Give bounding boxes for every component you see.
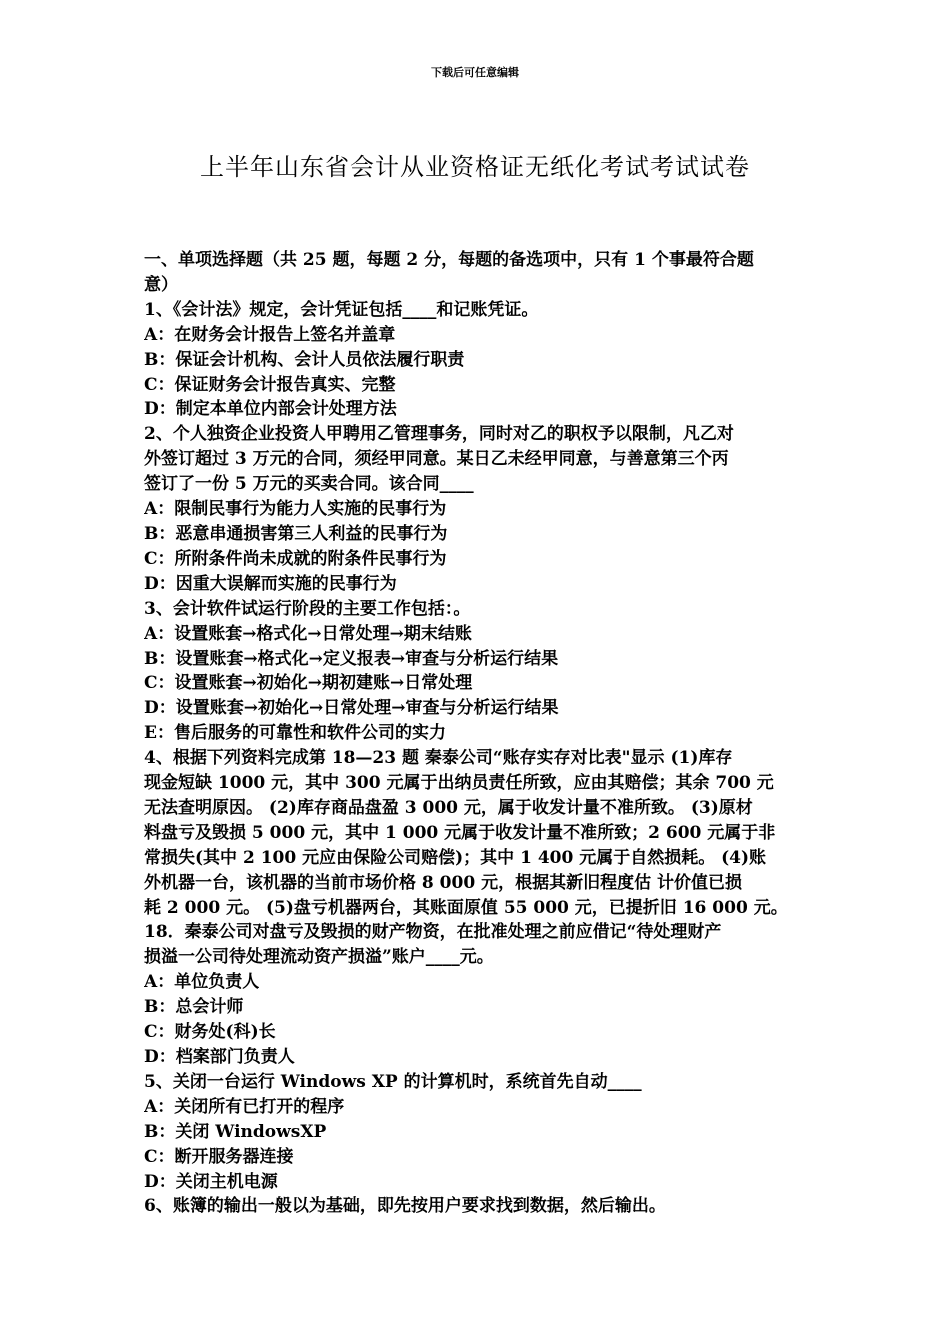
body-line: 5、关闭一台运行 Windows XP 的计算机时，系统首先自动____ <box>144 1071 642 1092</box>
body-line: 2、个人独资企业投资人甲聘用乙管理事务，同时对乙的职权予以限制，凡乙对 <box>144 424 734 445</box>
body-line: 外签订超过 3 万元的合同，须经甲同意。某日乙未经甲同意，与善意第三个丙 <box>144 449 729 470</box>
body-line: D：设置账套→初始化→日常处理→审查与分析运行结果 <box>144 698 559 719</box>
body-line: 4、根据下列资料完成第 18—23 题 秦泰公司“账存实存对比表"显示 (1)库存 <box>144 748 733 769</box>
body-line: 常损失(其中 2 100 元应由保险公司赔偿)；其中 1 400 元属于自然损耗。 (4)账 <box>144 847 767 868</box>
page-header-note: 下载后可任意编辑 <box>431 66 519 79</box>
body-line: 3、会计软件试运行阶段的主要工作包括：。 <box>144 598 471 619</box>
document-title: 上半年山东省会计从业资格证无纸化考试考试试卷 <box>200 153 750 181</box>
body-line: C：断开服务器连接 <box>144 1146 294 1167</box>
body-line: 耗 2 000 元。 (5)盘亏机器两台，其账面原值 55 000 元，已提折旧 16 000 元。 <box>144 897 788 918</box>
document-body <box>144 248 808 1219</box>
body-line: B：恶意串通损害第三人利益的民事行为 <box>144 523 448 544</box>
body-line: D：制定本单位内部会计处理方法 <box>144 399 397 420</box>
body-line: 一、单项选择题（共 25 题，每题 2 分，每题的备选项中，只有 1 个事最符合题 <box>144 250 754 270</box>
body-line: 料盘亏及毁损 5 000 元，其中 1 000 元属于收发计量不准所致；2 600 元属于非 <box>144 822 776 843</box>
body-line: 无法查明原因。 (2)库存商品盘盈 3 000 元，属于收发计量不准所致。 (3)原材 <box>144 797 753 818</box>
body-line: C：财务处(科)长 <box>144 1022 276 1043</box>
body-line: D：关闭主机电源 <box>144 1171 278 1192</box>
body-line: 6、账簿的输出一般以为基础，即先按用户要求找到数据，然后输出。 <box>144 1196 666 1217</box>
body-line: A：设置账套→格式化→日常处理→期末结账 <box>144 623 472 644</box>
body-line: 18．秦泰公司对盘亏及毁损的财产物资，在批准处理之前应借记“待处理财产 <box>144 922 722 943</box>
body-line: 现金短缺 1000 元，其中 300 元属于出纳员责任所致，应由其赔偿；其余 700 元 <box>144 773 774 794</box>
body-line: C：设置账套→初始化→期初建账→日常处理 <box>144 673 473 694</box>
body-line: B：关闭 WindowsXP <box>144 1121 327 1142</box>
body-line: B：保证会计机构、会计人员依法履行职责 <box>144 349 465 370</box>
body-line: B：总会计师 <box>144 997 244 1018</box>
body-line: A：关闭所有已打开的程序 <box>144 1096 345 1117</box>
body-line: D：档案部门负责人 <box>144 1047 295 1067</box>
body-line: A：单位负责人 <box>144 972 260 993</box>
body-line: A：在财务会计报告上签名并盖章 <box>144 324 396 345</box>
body-line: 意） <box>144 274 178 295</box>
body-line: 签订了一份 5 万元的买卖合同。该合同____ <box>144 474 474 495</box>
body-line: B：设置账套→格式化→定义报表→审查与分析运行结果 <box>144 648 559 669</box>
body-line: 1、《会计法》规定，会计凭证包括____和记账凭证。 <box>144 299 539 320</box>
body-line: D：因重大误解而实施的民事行为 <box>144 573 397 594</box>
body-line: A：限制民事行为能力人实施的民事行为 <box>144 499 447 520</box>
body-line: C：所附条件尚未成就的附条件民事行为 <box>144 548 447 569</box>
body-line: E：售后服务的可靠性和软件公司的实力 <box>144 723 446 744</box>
body-line: C：保证财务会计报告真实、完整 <box>144 374 396 395</box>
body-line: 损溢一公司待处理流动资产损溢”账户____元。 <box>144 947 494 968</box>
body-line: 外机器一台，该机器的当前市场价格 8 000 元，根据其新旧程度估 计价值已损 <box>144 872 742 893</box>
